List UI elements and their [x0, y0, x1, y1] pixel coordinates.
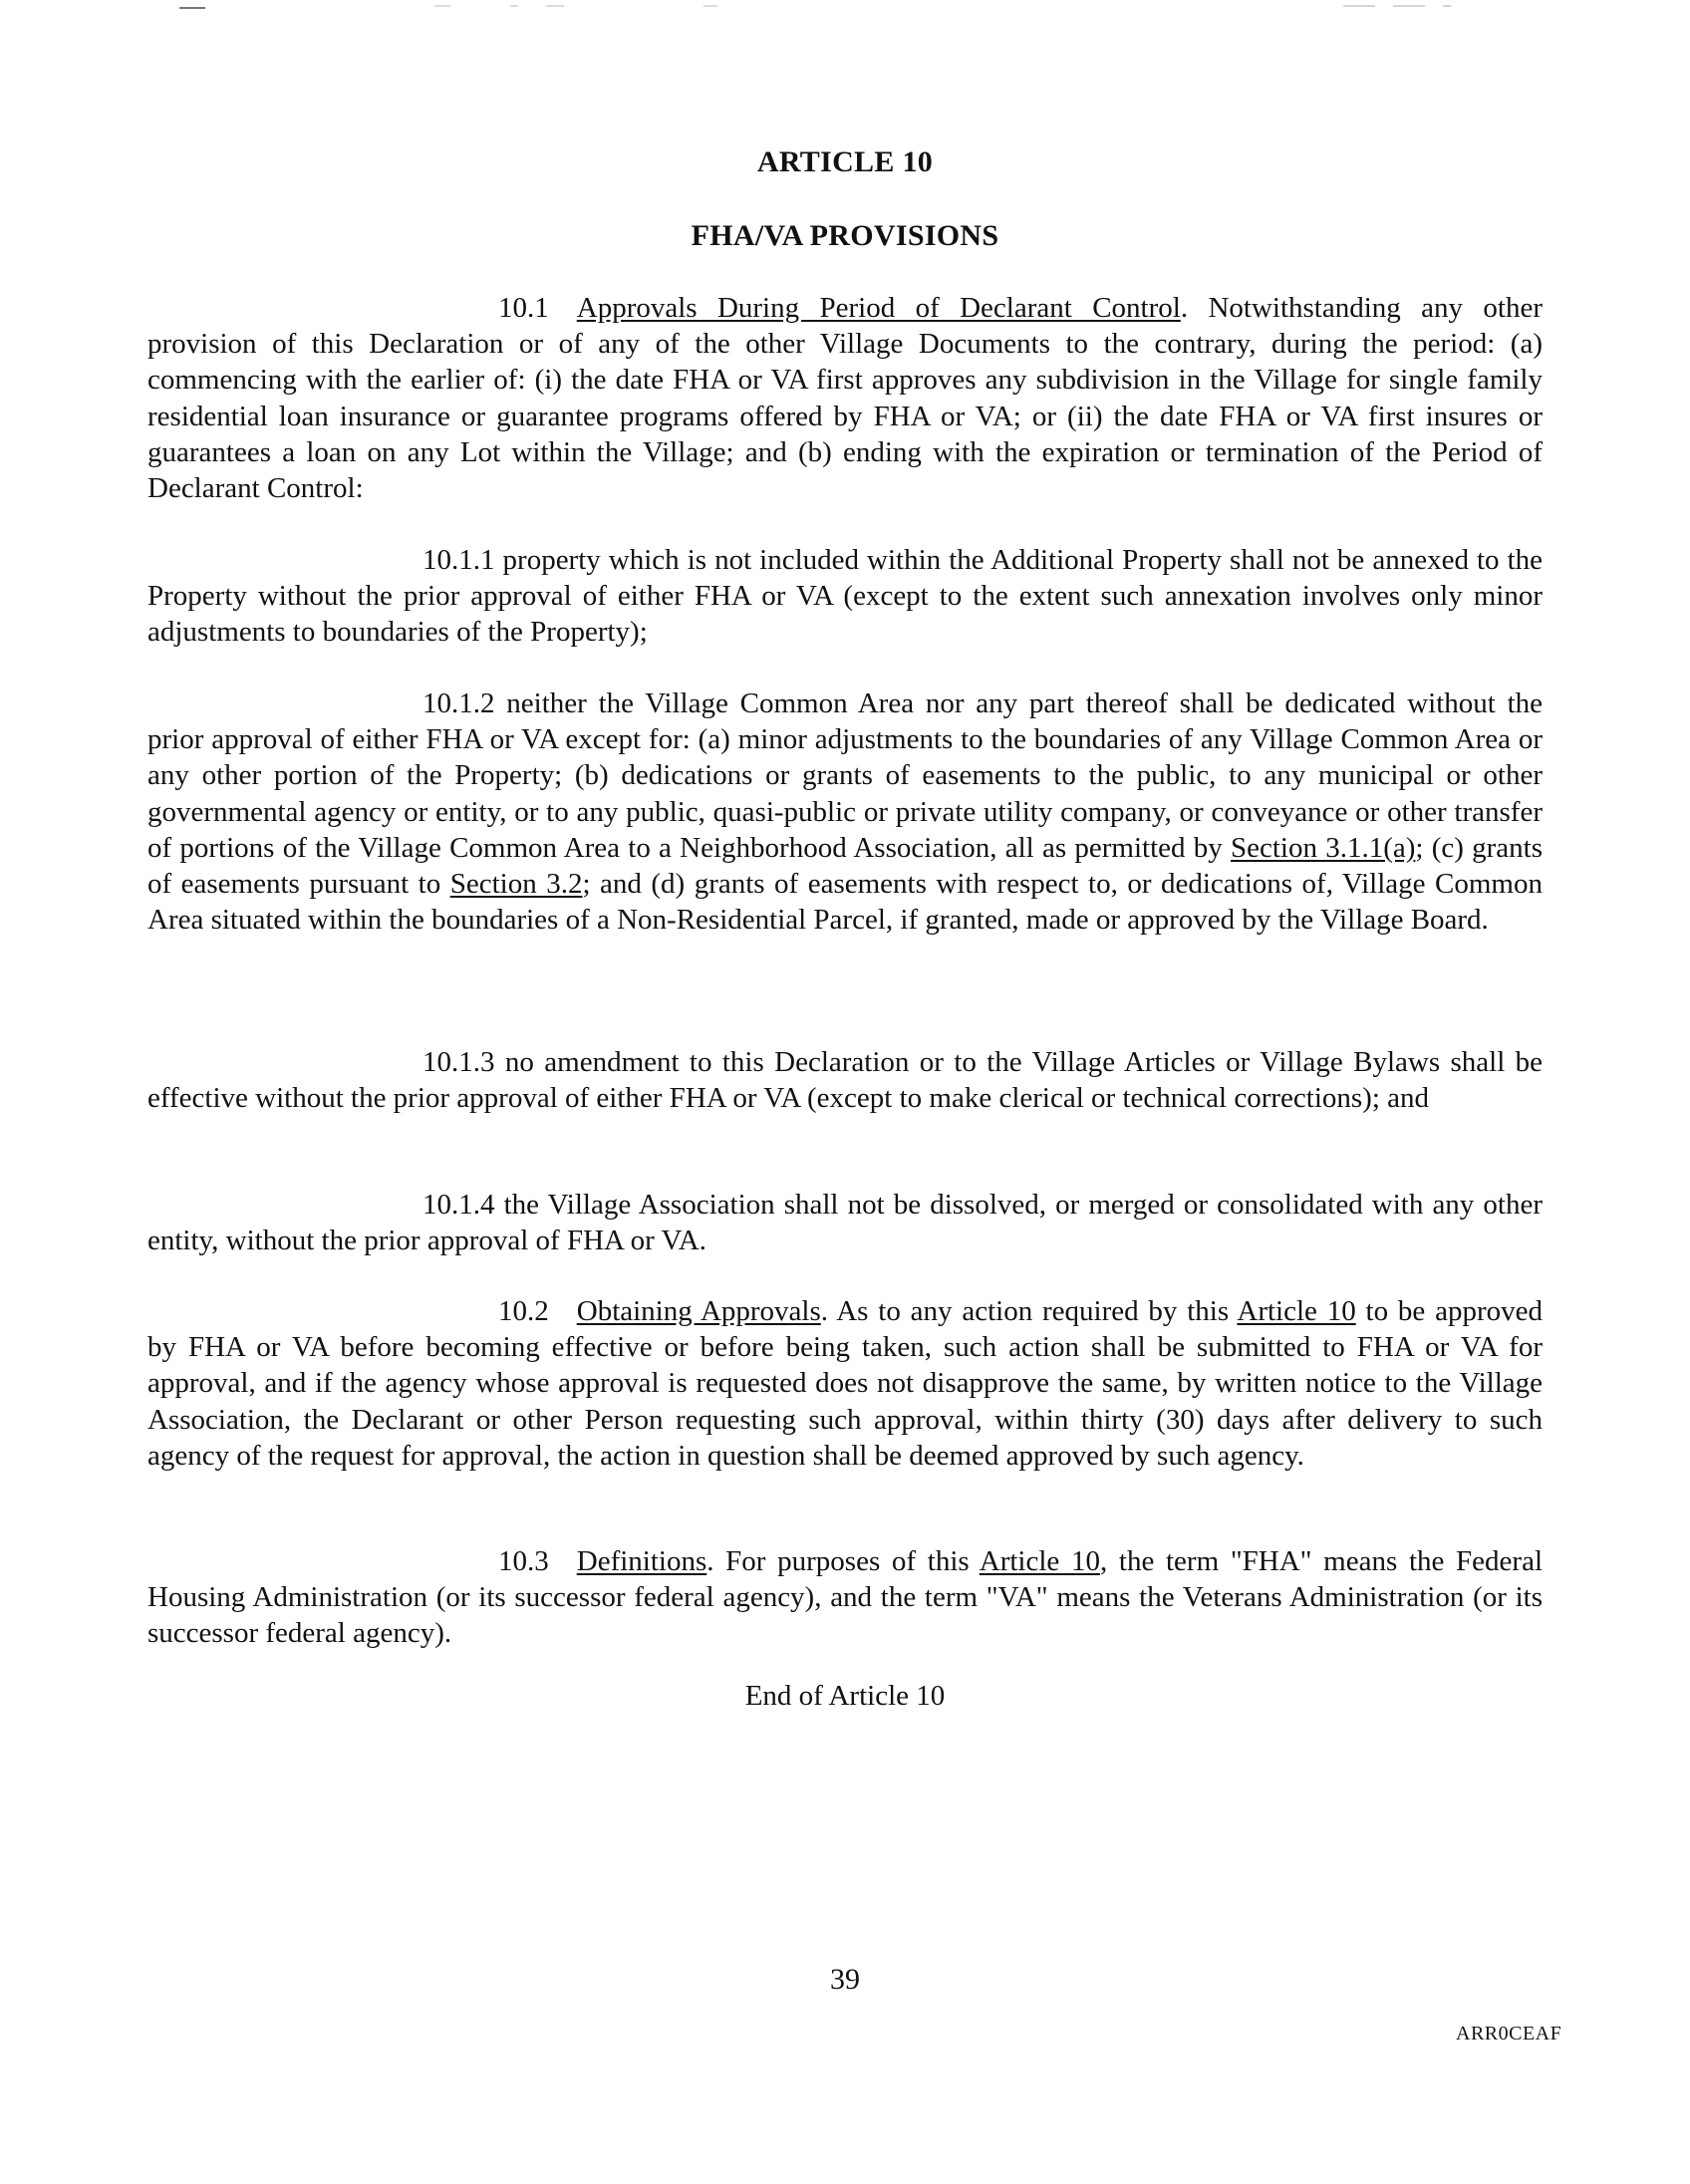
- section-number: 10.1: [498, 292, 549, 324]
- article-subtitle: FHA/VA PROVISIONS: [691, 219, 999, 252]
- section-text: the Village Association shall not be dissolved, or merged or consolidated with any other entity, without the prior approval of FHA or VA.: [147, 1189, 1543, 1257]
- section-text: no amendment to this Declaration or to the Village Articles or Village Bylaws shall be effective without the prior approval of either FHA or VA (except to make clerical or technical corrections); and: [147, 1046, 1544, 1115]
- article-title: ARTICLE 10: [756, 145, 934, 178]
- section-reference-link: Section 3.2: [449, 868, 583, 901]
- section-10-3: [147, 1543, 1543, 1652]
- section-10-2: [147, 1293, 1543, 1474]
- section-number: 10.2: [498, 1295, 549, 1327]
- section-number: 10.3: [498, 1545, 549, 1577]
- section-reference-link: Article 10: [1237, 1295, 1356, 1327]
- section-heading: Definitions: [576, 1545, 707, 1577]
- section-number: 10.1.4: [422, 1189, 495, 1221]
- section-heading: Obtaining Approvals: [576, 1295, 821, 1327]
- document-code: ARR0CEAF: [1456, 2023, 1562, 2045]
- section-text: ; and (d) grants of easements with respect to, or dedications of, Village Common Area situated within the boundaries of a Non-Residential Parcel, if granted, made or approved by the Village Board.: [147, 868, 1543, 937]
- section-text: to be approved by FHA or VA before becoming effective or before being taken, such action shall be submitted to FHA or VA for approval, and if the agency whose approval is requested does not disapprove the same, by written notice to the Village Association, the Declarant or other Person requesting such approval, within thirty (30) days after delivery to such agency of the request for approval, the action in question shall be deemed approved by such agency.: [147, 1295, 1543, 1472]
- section-10-1-1: [147, 542, 1543, 651]
- end-of-article: End of Article 10: [744, 1680, 946, 1712]
- section-10-1-4: [147, 1187, 1543, 1258]
- section-text: . As to any action required by this: [820, 1295, 1238, 1327]
- section-10-1-3: [147, 1044, 1543, 1116]
- section-text: property which is not included within the Additional Property shall not be annexed to the Property without the prior approval of either FHA or VA (except to the extent such annexation involves only minor adjustments to boundaries of the Property);: [147, 544, 1543, 649]
- section-reference-link: Article 10: [979, 1545, 1100, 1577]
- section-number: 10.1.2: [422, 687, 495, 719]
- section-text: . Notwithstanding any other provision of this Declaration or of any of the other Village Documents to the contrary, during the period: (a) commencing with the earlier of: (i) the date FHA or VA first approves any subdivision in the Village for single family residential loan insurance or guarantee programs offered by FHA or VA; or (ii) the date FHA or VA first insures or guarantees a loan on any Lot within the Village; and (b) ending with the expiration or termination of the Period of Declarant Control:: [147, 292, 1543, 505]
- section-text: , the term "FHA" means the Federal Housing Administration (or its successor federal agency), and the term "VA" means the Veterans Administration (or its successor federal agency).: [147, 1545, 1544, 1650]
- page-number: 39: [830, 1963, 860, 1996]
- scan-edge-marks: [0, 0, 1690, 20]
- section-10-1: [147, 290, 1543, 506]
- section-text: ; (c) grants of easements pursuant to: [147, 831, 1543, 901]
- section-number: 10.1.1: [422, 544, 495, 576]
- section-text: neither the Village Common Area nor any part thereof shall be dedicated without the prior approval of either FHA or VA except for: (a) minor adjustments to the boundaries of any Village Common Area or any other portion of the Property; (b) dedications or grants of easements to the public, to any municipal or other governmental agency or entity, or to any public, quasi-public or private utility company, or conveyance or other transfer of portions of the Village Common Area to a Neighborhood Association, all as permitted by: [147, 687, 1544, 864]
- section-10-1-2: [147, 685, 1543, 938]
- section-text: . For purposes of this: [706, 1545, 980, 1577]
- section-number: 10.1.3: [422, 1046, 495, 1078]
- section-heading: Approvals During Period of Declarant Control: [576, 292, 1181, 324]
- section-reference-link: Section 3.1.1(a): [1230, 831, 1416, 864]
